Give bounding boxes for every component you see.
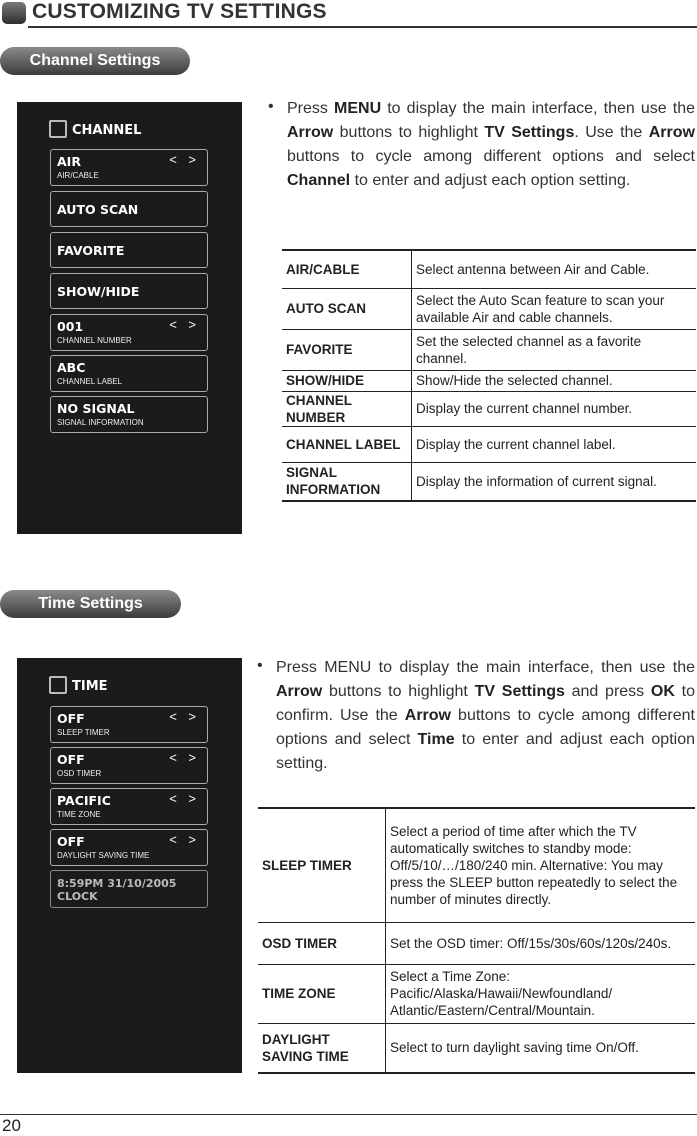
channel-menu-title: CHANNEL (49, 120, 141, 138)
menu-item-time-zone[interactable]: PACIFIC TIME ZONE < > (50, 788, 208, 825)
table-row: CHANNEL LABEL Display the current channel label. (282, 426, 696, 462)
table-row: SIGNAL INFORMATION Display the information of current signal. (282, 462, 696, 501)
channel-menu-panel (17, 102, 242, 534)
menu-item-air-cable[interactable]: AIR AIR/CABLE < > (50, 149, 208, 186)
table-row: SLEEP TIMER Select a period of time after which the TV automatically switches to standby mode: Off/5/10/…/180/240 min. Alternative: You may press the SLEEP button repeatedly to select the number of minutes directly. (258, 808, 695, 922)
table-row: OSD TIMER Set the OSD timer: Off/15s/30s/60s/120s/240s. (258, 922, 695, 964)
menu-item-auto-scan[interactable]: AUTO SCAN (50, 191, 208, 227)
menu-item-sleep-timer[interactable]: OFF SLEEP TIMER < > (50, 706, 208, 743)
menu-item-favorite[interactable]: FAVORITE (50, 232, 208, 268)
time-settings-pill: Time Settings (0, 590, 181, 618)
menu-item-clock: 8:59PM 31/10/2005 CLOCK (50, 870, 208, 908)
bullet: • (268, 98, 274, 115)
menu-item-osd-timer[interactable]: OFF OSD TIMER < > (50, 747, 208, 784)
left-right-arrows-icon: < > (169, 750, 200, 765)
time-instructions: Press MENU to display the main interface, then use the Arrow buttons to highlight TV Settings and press OK to confirm. Use the Arrow buttons to cycle among different options and select Time to enter and adjust each option setting. (276, 659, 696, 772)
checkbox-icon (49, 120, 67, 138)
time-options-table (258, 807, 695, 1074)
menu-item-channel-label[interactable]: ABC CHANNEL LABEL (50, 355, 208, 392)
channel-settings-pill: Channel Settings (0, 47, 190, 75)
menu-item-signal-information[interactable]: NO SIGNAL SIGNAL INFORMATION (50, 396, 208, 433)
footer-rule (0, 1114, 697, 1115)
left-right-arrows-icon: < > (169, 152, 200, 167)
left-right-arrows-icon: < > (169, 791, 200, 806)
page-number: 20 (2, 1116, 21, 1135)
table-row: DAYLIGHT SAVING TIME Select to turn daylight saving time On/Off. (258, 1023, 695, 1073)
channel-options-table (282, 249, 696, 502)
left-right-arrows-icon: < > (169, 709, 200, 724)
header-rule (28, 26, 697, 28)
header-icon (2, 2, 26, 24)
table-row: TIME ZONE Select a Time Zone: Pacific/Alaska/Hawaii/Newfoundland/ Atlantic/Eastern/Central/Mountain. (258, 964, 695, 1023)
table-row: SHOW/HIDE Show/Hide the selected channel. (282, 370, 696, 391)
checkbox-icon (49, 676, 67, 694)
table-row: CHANNEL NUMBER Display the current channel number. (282, 391, 696, 426)
channel-instructions: Press MENU to display the main interface, then use the Arrow buttons to highlight TV Settings. Use the Arrow buttons to cycle among different options and select Channel to enter and adjust each option setting. (287, 100, 696, 189)
menu-item-show-hide[interactable]: SHOW/HIDE (50, 273, 208, 309)
left-right-arrows-icon: < > (169, 317, 200, 332)
time-menu-title: TIME (49, 676, 108, 694)
table-row: FAVORITE Set the selected channel as a favorite channel. (282, 329, 696, 370)
bullet: • (257, 657, 263, 674)
page-title: CUSTOMIZING TV SETTINGS (32, 0, 327, 23)
menu-item-channel-number[interactable]: 001 CHANNEL NUMBER < > (50, 314, 208, 351)
table-row: AIR/CABLE Select antenna between Air and Cable. (282, 250, 696, 288)
menu-item-daylight-saving-time[interactable]: OFF DAYLIGHT SAVING TIME < > (50, 829, 208, 866)
left-right-arrows-icon: < > (169, 832, 200, 847)
time-menu-panel (17, 658, 242, 1073)
table-row: AUTO SCAN Select the Auto Scan feature to scan your available Air and cable channels. (282, 288, 696, 329)
